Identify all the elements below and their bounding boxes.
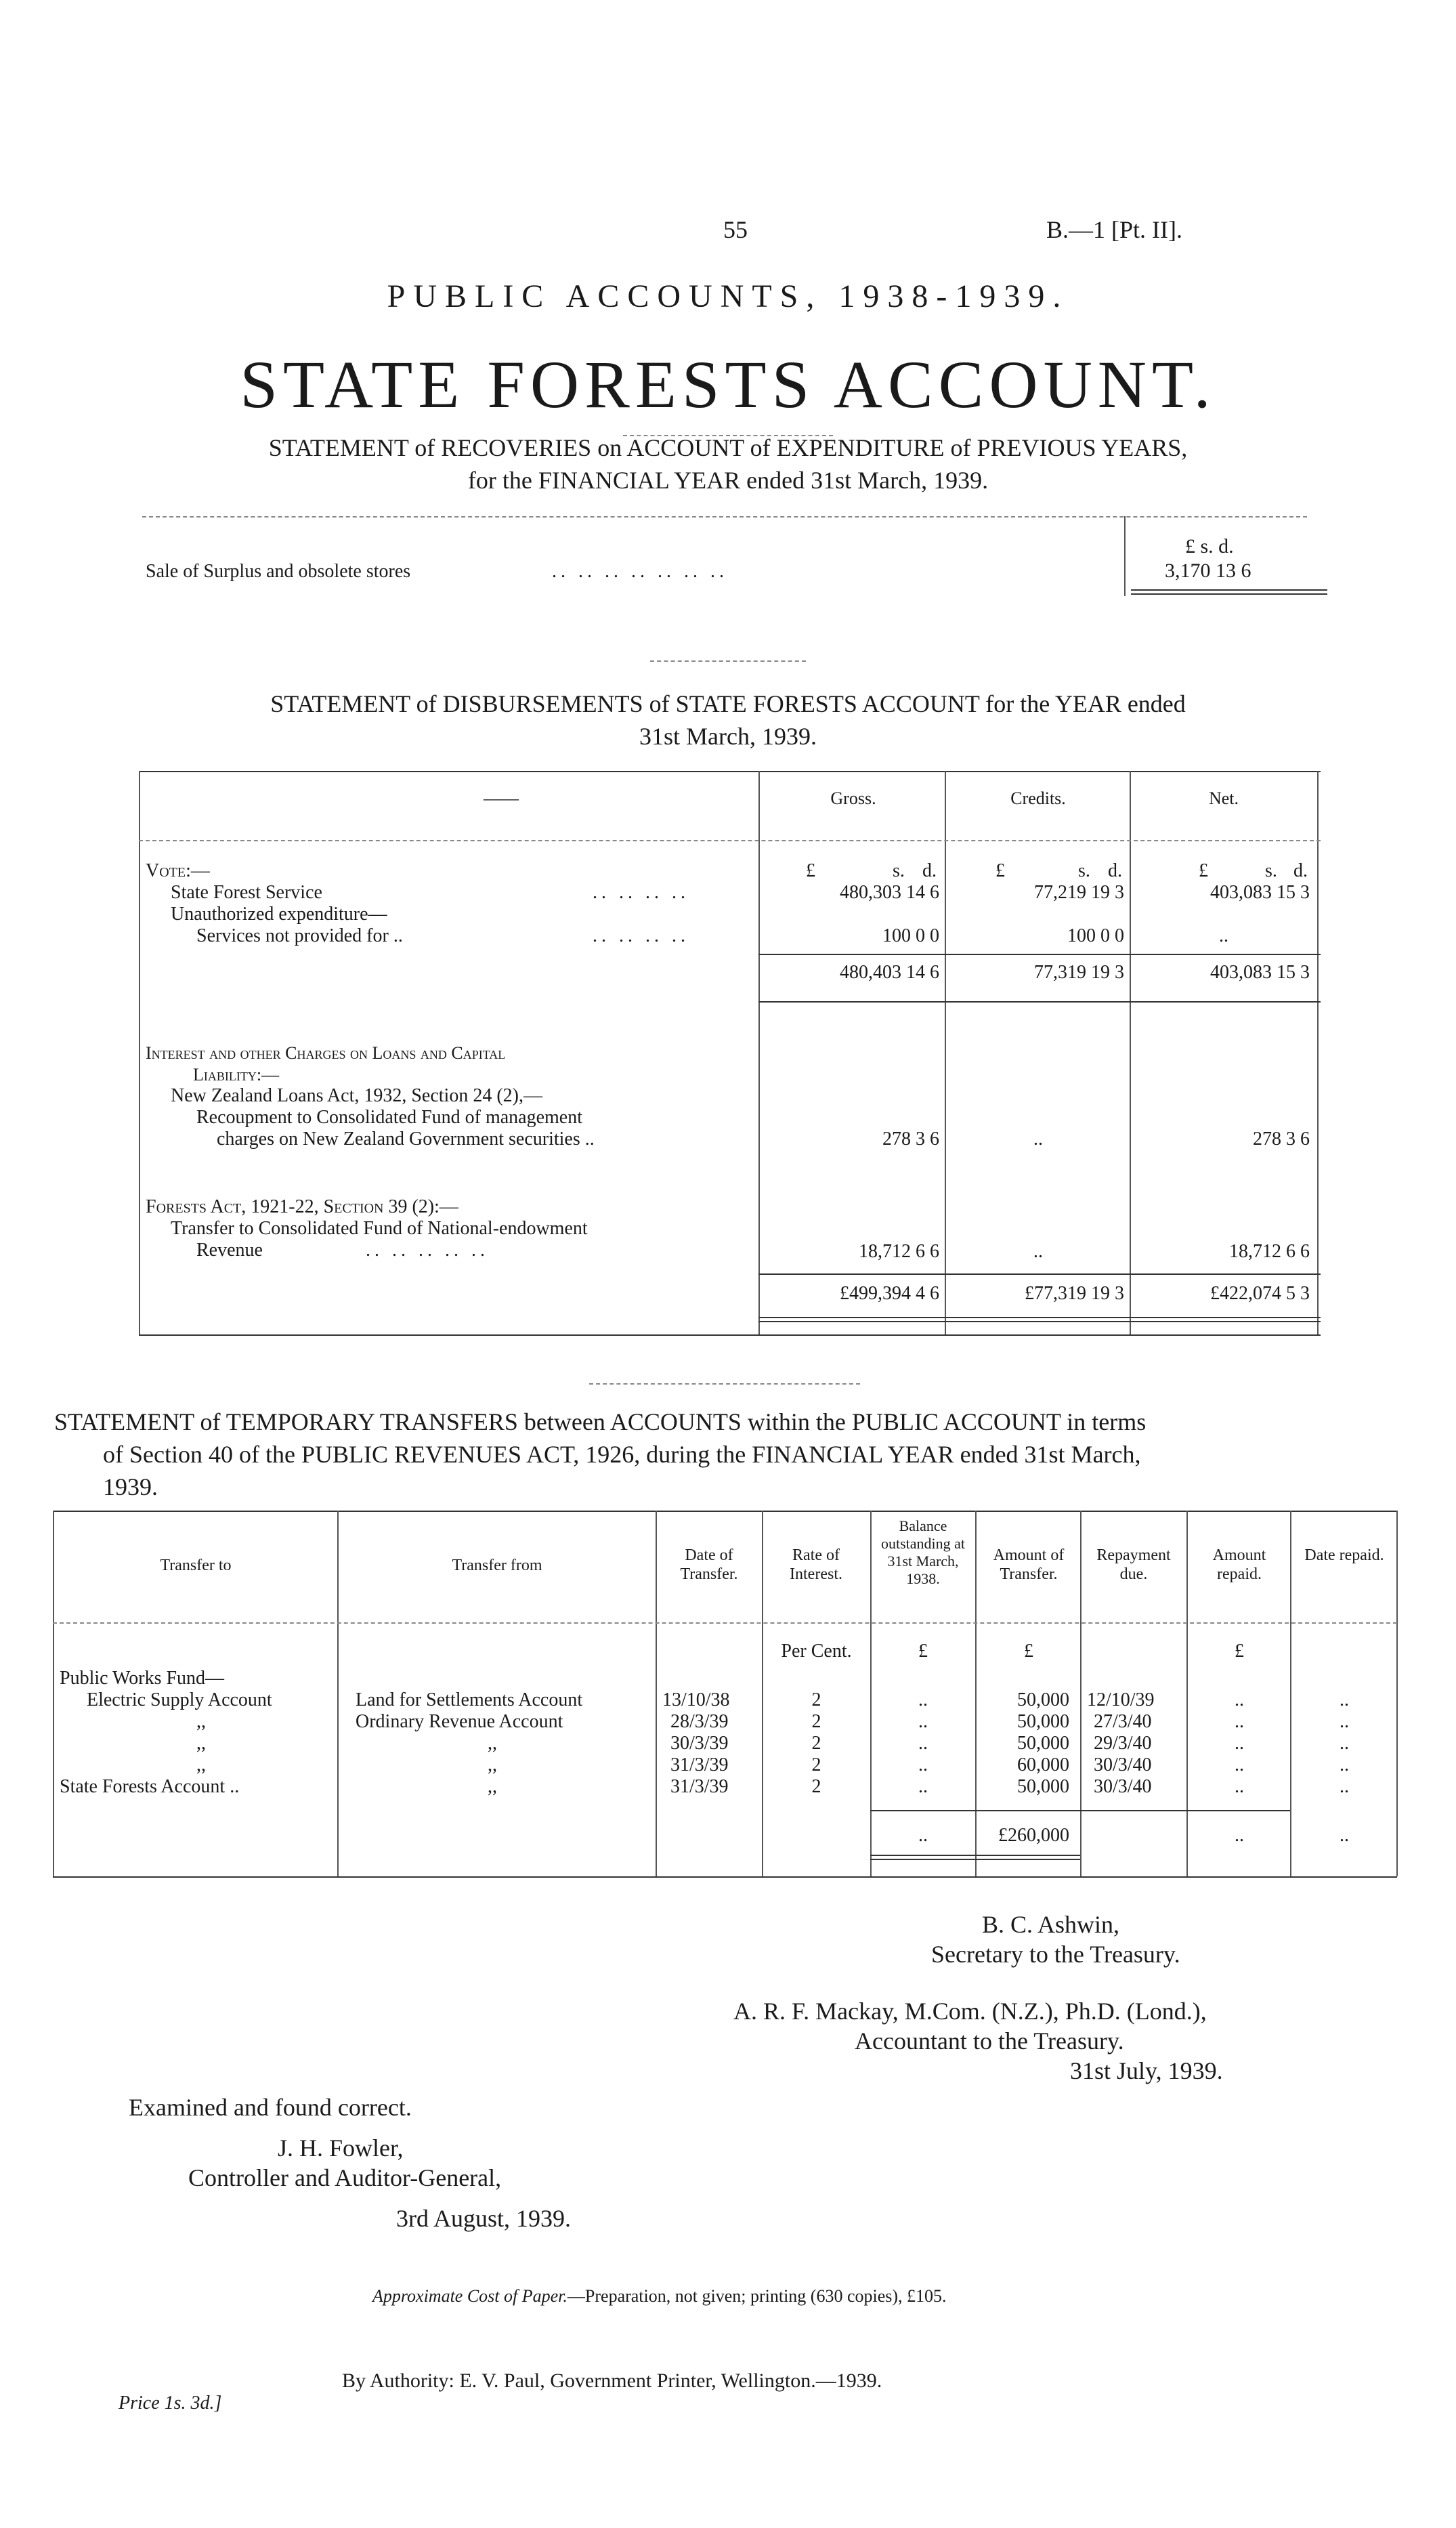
total-amount: £260,000 [998,1825,1069,1846]
total-repaid: .. [1235,1825,1244,1846]
accountant-date: 31st July, 1939. [1070,2057,1223,2084]
recoveries-top-rule [142,516,1307,518]
recoveries-divider [650,660,806,662]
row-due: 29/3/40 [1094,1733,1152,1754]
col-header-date-repaid: Date repaid. [1304,1546,1384,1564]
vote-item-gross: 100 0 0 [882,925,939,946]
forests-act-description-cont: Revenue [196,1240,263,1261]
total-net: £422,074 5 3 [1210,1283,1310,1304]
row-repaid: .. [1235,1733,1244,1754]
disbursements-heading: STATEMENT of DISBURSEMENTS of STATE FORESTS ACCOUNT for the YEAR ended [270,690,1186,717]
recoveries-item-label: Sale of Surplus and obsolete stores [146,561,411,582]
row-balance: .. [918,1689,928,1710]
row-date: 28/3/39 [670,1711,729,1732]
col-header-amount-repaid: Amount repaid. [1212,1546,1266,1583]
interest-gross: 278 3 6 [882,1129,939,1150]
vote-item-credits: 100 0 0 [1067,925,1124,946]
vote-item-net: .. [1219,925,1228,946]
row-transfer-to: ,, [196,1733,206,1754]
row-transfer-to: ,, [196,1711,206,1732]
disbursements-heading-sub: 31st March, 1939. [639,723,817,750]
col-header-date-of-transfer: Date of Transfer. [680,1546,738,1583]
secretary-title: Secretary to the Treasury. [931,1941,1180,1968]
examined-note: Examined and found correct. [129,2094,412,2121]
row-date-repaid: .. [1340,1733,1349,1754]
vote-item-gross: 480,303 14 6 [840,882,939,903]
row-date-repaid: .. [1340,1776,1349,1797]
vote-item-label: Unauthorized expenditure— [171,904,387,925]
credits-currency-shilling: s. [1078,860,1090,881]
row-amount: 50,000 [1017,1689,1069,1710]
col-header-transfer-from: Transfer from [452,1557,542,1574]
auditor-title: Controller and Auditor-General, [188,2164,502,2191]
row-due: 30/3/40 [1094,1776,1152,1797]
interest-description-cont: charges on New Zealand Government securities .. [217,1129,595,1150]
transfers-heading: STATEMENT of TEMPORARY TRANSFERS between ACCOUNTS within the PUBLIC ACCOUNT in terms [54,1408,1147,1435]
col-header-rate-of-interest: Rate of Interest. [790,1546,842,1583]
accountant-title: Accountant to the Treasury. [855,2027,1124,2055]
auditor-name: J. H. Fowler, [278,2134,404,2162]
transfers-heading-cont: of Section 40 of the PUBLIC REVENUES ACT, 1926, during the FINANCIAL YEAR ended 31st March, [103,1441,1141,1468]
vote-item-leader: .. .. .. .. [593,882,689,903]
unit-balance: £ [918,1641,928,1662]
net-currency-pence: d. [1293,860,1308,881]
recoveries-col-rule [1124,516,1126,596]
row-repaid: .. [1235,1754,1244,1775]
transfers-heading-year: 1939. [103,1473,158,1500]
vote-label: Vote:— [146,860,210,881]
gross-currency-shilling: s. [893,860,905,881]
recoveries-amount: 3,170 13 6 [1165,560,1251,582]
row-transfer-from: ,, [488,1776,497,1797]
vote-subtotal-credits: 77,319 19 3 [1034,962,1124,983]
gross-currency-pound: £ [806,860,815,881]
col-header-balance-outstanding: Balance outstanding at 31st March, 1938. [880,1517,966,1587]
credits-currency-pence: d. [1108,860,1122,881]
forests-act-net: 18,712 6 6 [1229,1241,1310,1262]
vote-subtotal-net: 403,083 15 3 [1210,962,1310,983]
vote-item-net: 403,083 15 3 [1210,882,1310,903]
net-currency-shilling: s. [1265,860,1277,881]
col-header-amount-of-transfer: Amount of Transfer. [993,1546,1065,1583]
total-credits: £77,319 19 3 [1025,1283,1124,1304]
document-reference: B.—1 [Pt. II]. [1046,216,1182,243]
row-amount: 60,000 [1017,1754,1069,1775]
vote-item-label: State Forest Service [171,882,322,903]
row-rate: 2 [811,1711,821,1732]
row-balance: .. [918,1711,928,1732]
forests-act-label: Forests Act, 1921-22, Section 39 (2):— [146,1196,458,1217]
vote-item-label: Services not provided for .. [196,925,403,946]
gross-currency-pence: d. [922,860,937,881]
col-header-repayment-due: Repayment due. [1096,1546,1171,1583]
row-rate: 2 [811,1689,821,1710]
forests-act-description: Transfer to Consolidated Fund of National-endowment [171,1218,588,1239]
row-balance: .. [918,1754,928,1775]
vote-item-leader: .. .. .. .. [593,925,689,946]
row-date-repaid: .. [1340,1689,1349,1710]
row-transfer-to: State Forests Account .. [60,1776,240,1797]
cost-label: Approximate Cost of Paper. [372,2286,568,2306]
publication-title: PUBLIC ACCOUNTS, 1938-1939. [387,278,1069,314]
row-balance: .. [918,1776,928,1797]
group-label: Public Works Fund— [60,1668,225,1689]
total-gross: £499,394 4 6 [840,1283,939,1304]
unit-amount: £ [1024,1641,1033,1662]
cost-text: —Preparation, not given; printing (630 copies), £105. [567,2286,947,2306]
row-due: 12/10/39 [1087,1689,1155,1710]
row-date: 31/3/39 [670,1776,729,1797]
credits-currency-pound: £ [995,860,1005,881]
vote-item-credits: 77,219 19 3 [1034,882,1124,903]
row-transfer-from: Ordinary Revenue Account [356,1711,563,1732]
vote-subtotal-gross: 480,403 14 6 [840,962,939,983]
col-header-gross: Gross. [830,788,876,808]
net-currency-pound: £ [1199,860,1208,881]
interest-description: Recoupment to Consolidated Fund of management [196,1107,583,1128]
col-header-transfer-to: Transfer to [160,1557,232,1574]
recoveries-total-rule [1131,589,1327,595]
row-date: 30/3/39 [670,1733,729,1754]
recoveries-leader: .. .. .. .. .. .. .. [552,561,728,582]
row-transfer-from: ,, [488,1754,497,1775]
row-repaid: .. [1235,1776,1244,1797]
row-rate: 2 [811,1754,821,1775]
forests-act-gross: 18,712 6 6 [859,1241,939,1262]
row-rate: 2 [811,1776,821,1797]
row-transfer-from: Land for Settlements Account [356,1689,583,1710]
row-date: 31/3/39 [670,1754,729,1775]
row-due: 30/3/40 [1094,1754,1152,1775]
disbursements-divider [589,1383,860,1385]
row-date-repaid: .. [1340,1754,1349,1775]
row-amount: 50,000 [1017,1776,1069,1797]
row-transfer-from: ,, [488,1733,497,1754]
unit-repaid: £ [1235,1641,1244,1662]
interest-credits: .. [1033,1129,1043,1150]
row-amount: 50,000 [1017,1711,1069,1732]
recoveries-currency-header: £ s. d. [1185,535,1234,557]
recoveries-heading: STATEMENT of RECOVERIES on ACCOUNT of EXPENDITURE of PREVIOUS YEARS, [268,434,1188,461]
row-transfer-to: ,, [196,1754,206,1775]
row-due: 27/3/40 [1094,1711,1152,1732]
interest-net: 278 3 6 [1253,1129,1310,1150]
forests-act-credits: .. [1033,1241,1043,1262]
unit-rate: Per Cent. [781,1641,852,1662]
interest-act: New Zealand Loans Act, 1932, Section 24 (2),— [171,1085,542,1106]
total-date-repaid: .. [1340,1825,1349,1846]
col-header-net: Net. [1208,788,1239,808]
total-balance: .. [918,1825,928,1846]
forests-act-leader: .. .. .. .. .. [366,1240,489,1261]
interest-label-cont: Liability:— [193,1065,280,1084]
accountant-name: A. R. F. Mackay, M.Com. (N.Z.), Ph.D. (Lond.), [733,1998,1207,2025]
col-header-blank: —— [484,788,519,808]
row-rate: 2 [811,1733,821,1754]
col-header-credits: Credits. [1010,788,1066,808]
cost-note [372,2286,947,2306]
printer-authority: By Authority: E. V. Paul, Government Printer, Wellington.—1939. [342,2369,882,2392]
account-title: STATE FORESTS ACCOUNT. [240,347,1216,422]
page-number: 55 [723,216,748,243]
row-repaid: .. [1235,1689,1244,1710]
row-balance: .. [918,1733,928,1754]
recoveries-heading-sub: for the FINANCIAL YEAR ended 31st March, 1939. [467,467,989,494]
row-date: 13/10/38 [662,1689,730,1710]
row-date-repaid: .. [1340,1711,1349,1732]
row-repaid: .. [1235,1711,1244,1732]
row-transfer-to: Electric Supply Account [87,1689,272,1710]
secretary-name: B. C. Ashwin, [982,1911,1120,1938]
price-note: Price 1s. 3d.] [119,2393,222,2414]
interest-label: Interest and other Charges on Loans and Capital [146,1043,506,1063]
auditor-date: 3rd August, 1939. [396,2205,572,2232]
row-amount: 50,000 [1017,1733,1069,1754]
